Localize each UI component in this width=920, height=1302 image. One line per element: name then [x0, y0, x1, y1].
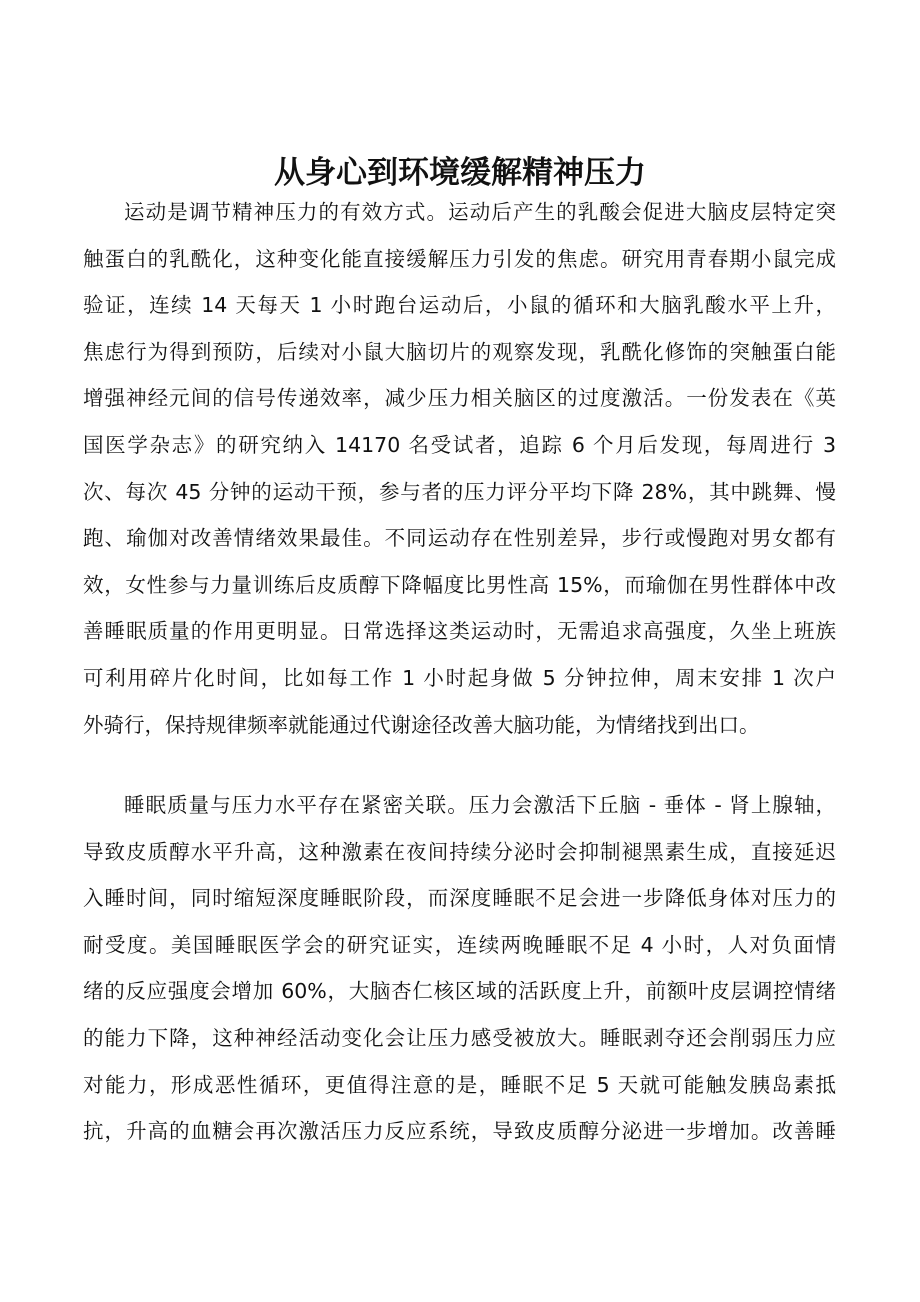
text-line: 善睡眠质量的作用更明显。日常选择这类运动时，无需追求高强度，久坐上班族	[83, 619, 836, 644]
text-line: 增强神经元间的信号传递效率，减少压力相关脑区的过度激活。一份发表在《英	[83, 386, 836, 411]
paragraph-sleep	[83, 782, 836, 1155]
text-line: 绪的反应强度会增加 60%，大脑杏仁核区域的活跃度上升，前额叶皮层调控情绪	[83, 979, 836, 1004]
text-line: 跑、瑜伽对改善情绪效果最佳。不同运动存在性别差异，步行或慢跑对男女都有	[83, 526, 836, 551]
text-line: 验证，连续 14 天每天 1 小时跑台运动后，小鼠的循环和大脑乳酸水平上升，	[83, 293, 836, 318]
text-line: 效，女性参与力量训练后皮质醇下降幅度比男性高 15%，而瑜伽在男性群体中改	[83, 572, 836, 597]
text-line: 抗，升高的血糖会再次激活压力反应系统，导致皮质醇分泌进一步增加。改善睡	[83, 1119, 836, 1144]
text-line: 导致皮质醇水平升高，这种激素在夜间持续分泌时会抑制褪黑素生成，直接延迟	[83, 839, 836, 864]
text-line: 次、每次 45 分钟的运动干预，参与者的压力评分平均下降 28%，其中跳舞、慢	[83, 479, 836, 504]
text-line: 触蛋白的乳酰化，这种变化能直接缓解压力引发的焦虑。研究用青春期小鼠完成	[83, 246, 836, 271]
text-line: 焦虑行为得到预防，后续对小鼠大脑切片的观察发现，乳酰化修饰的突触蛋白能	[83, 339, 836, 364]
text-line: 的能力下降，这种神经活动变化会让压力感受被放大。睡眠剥夺还会削弱压力应	[83, 1025, 836, 1050]
text-line: 运动是调节精神压力的有效方式。运动后产生的乳酸会促进大脑皮层特定突	[124, 200, 836, 224]
text-line: 入睡时间，同时缩短深度睡眠阶段，而深度睡眠不足会进一步降低身体对压力的	[83, 886, 836, 911]
text-line: 外骑行，保持规律频率就能通过代谢途径改善大脑功能，为情绪找到出口。	[83, 712, 760, 737]
text-line: 睡眠质量与压力水平存在紧密关联。压力会激活下丘脑 - 垂体 - 肾上腺轴，	[124, 793, 836, 817]
text-line: 可利用碎片化时间，比如每工作 1 小时起身做 5 分钟拉伸，周末安排 1 次户	[83, 665, 836, 690]
text-line: 国医学杂志》的研究纳入 14170 名受试者，追踪 6 个月后发现，每周进行 3	[83, 432, 836, 457]
paragraph-exercise	[83, 189, 836, 748]
document-title: 从身心到环境缓解精神压力	[274, 154, 646, 191]
text-line: 耐受度。美国睡眠医学会的研究证实，连续两晚睡眠不足 4 小时，人对负面情	[83, 932, 836, 957]
text-line: 对能力，形成恶性循环，更值得注意的是，睡眠不足 5 天就可能触发胰岛素抵	[83, 1072, 836, 1097]
